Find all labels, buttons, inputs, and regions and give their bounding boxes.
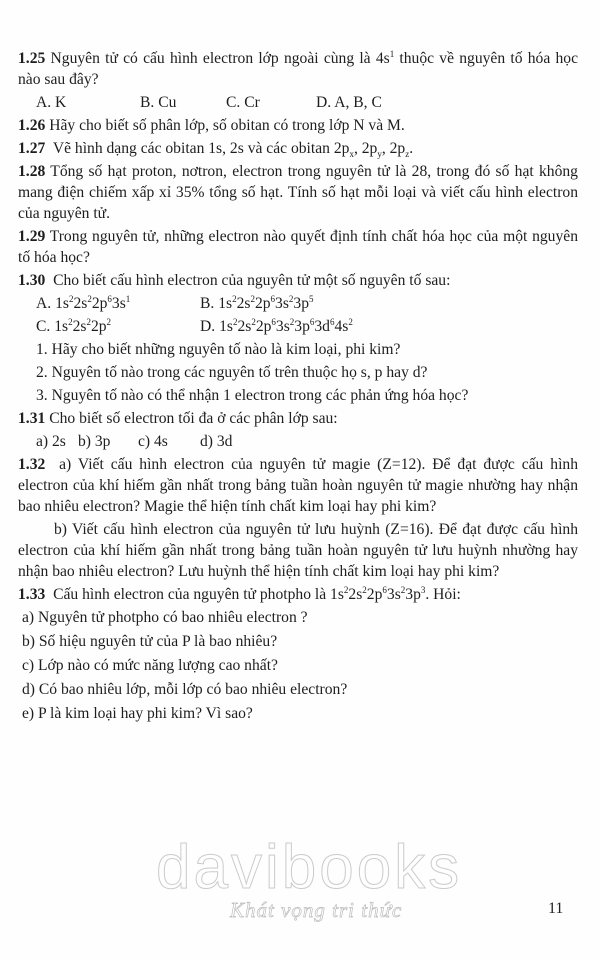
electron-count: 3 (420, 584, 426, 595)
question-1-33 (18, 584, 578, 605)
page-number: 11 (548, 900, 564, 917)
sub-question-1: 1. Hãy cho biết những nguyên tố nào là kim loại, phi kim? (36, 341, 401, 358)
question-1-29 (18, 226, 578, 268)
electron-count: 2 (348, 316, 353, 327)
question-1-31 (18, 408, 578, 429)
electron-count: 2 (87, 293, 92, 304)
question-1-28 (18, 161, 578, 224)
option-a: a) 2s (36, 433, 66, 450)
question-text: Trong nguyên tử, những electron nào quyết định tính chất hóa học của một nguyên tố hóa học? (18, 228, 578, 266)
answer-options (18, 92, 578, 113)
option-d: d) 3d (200, 433, 233, 450)
option-d: D. A, B, C (316, 94, 382, 111)
watermark-tagline: Khát vọng tri thức (230, 898, 403, 922)
question-text: Vẽ hình dạng các obitan 1s, 2s và các obitan 2p (52, 140, 350, 157)
question-text: Cấu hình electron của nguyên tử photpho là (53, 586, 331, 603)
question-1-25 (18, 48, 578, 90)
superscript: 1 (389, 48, 395, 59)
option-b: B. Cu (140, 94, 177, 111)
question-text: Cho biết cấu hình electron của nguyên tử một số nguyên tố sau: (53, 272, 451, 289)
config-options-row-2 (18, 316, 578, 337)
config-options-row-1 (18, 293, 578, 314)
part-a-text: a) Viết cấu hình electron của nguyên tử magie (Z=12). Để đạt được cấu hình electron của khí hiếm gần nhất trong bảng tuần hoàn nguyên tử magie nhường hay nhận bao nhiêu electron? Magie thể hiện tính chất kim loại hay phi kim? (18, 456, 578, 515)
question-text: thuộc về nguyên tố hóa học nào sau đây? (18, 50, 578, 88)
electron-count: 2 (68, 293, 74, 304)
question-text: , 2p (353, 140, 378, 157)
question-text: Cho biết số electron tối đa ở các phân lớp sau: (49, 410, 338, 427)
watermark-logo: davibooks (156, 833, 463, 902)
electron-count: 6 (270, 293, 276, 304)
electron-count: 2 (251, 316, 256, 327)
subscript: x (349, 149, 354, 160)
question-number: 1.29 (18, 228, 46, 245)
subscript: z (405, 149, 410, 160)
sub-question-c: c) Lớp nào có mức năng lượng cao nhất? (22, 657, 278, 674)
question-text: . (409, 140, 414, 157)
option-a-config: A. $1s^22s^22p^63s^1$ (36, 293, 131, 312)
phosphorus-config: $1s^22s^22p^63s^23p^3$ (330, 584, 426, 603)
sub-question-3: 3. Nguyên tố nào có thể nhận 1 electron trong các phản ứng hóa học? (36, 387, 469, 404)
sub-question-a: a) Nguyên tử photpho có bao nhiêu electron ? (22, 609, 308, 626)
sub-question-d: d) Có bao nhiêu lớp, mỗi lớp có bao nhiêu electron? (22, 681, 348, 698)
option-b-config: B. $1s^22s^22p^63s^23p^5$ (200, 293, 314, 312)
question-number: 1.31 (18, 410, 46, 427)
question-number: 1.25 (18, 50, 46, 67)
question-number: 1.32 (18, 456, 46, 473)
question-1-30 (18, 270, 578, 291)
electron-count: 2 (289, 316, 295, 327)
electron-count: 2 (68, 316, 73, 327)
option-c-config: C. $1s^22s^22p^2$ (36, 316, 112, 335)
page-content (18, 48, 578, 727)
question-text: . Hỏi: (425, 586, 461, 603)
question-text: Hãy cho biết số phân lớp, số obitan có trong lớp N và M. (49, 117, 405, 134)
option-c: c) 4s (138, 433, 168, 450)
question-text: , 2p (381, 140, 406, 157)
electron-count: 2 (250, 293, 255, 304)
sub-question-b: b) Số hiệu nguyên tử của P là bao nhiêu? (22, 633, 278, 650)
electron-count: 5 (309, 293, 314, 304)
electron-count: 2 (362, 584, 367, 595)
question-text: Nguyên tử có cấu hình electron lớp ngoài cùng là 4s (50, 50, 390, 67)
option-a: A. K (36, 94, 67, 111)
sublevel-options (18, 431, 578, 452)
question-text: Tổng số hạt proton, nơtron, electron trong nguyên tử là 28, trong đó số hạt không mang điện chiếm xấp xỉ 35% tổng số hạt. Tính số hạt mỗi loại và viết cấu hình electron của nguyên tử. (18, 163, 578, 222)
question-number: 1.26 (18, 117, 46, 134)
question-number: 1.28 (18, 163, 46, 180)
question-number: 1.27 (18, 140, 46, 157)
option-c: C. Cr (226, 94, 260, 111)
electron-count: 1 (125, 293, 131, 304)
electron-count: 6 (309, 316, 315, 327)
question-number: 1.30 (18, 272, 46, 289)
electron-count: 6 (382, 584, 387, 595)
part-b-text: b) Viết cấu hình electron của nguyên tử lưu huỳnh (Z=16). Để đạt được cấu hình electron của khí hiếm gần nhất trong bảng tuần hoàn nguyên tử lưu huỳnh nhường hay nhận bao nhiêu electron? Lưu huỳnh thể hiện tính chất kim loại hay phi kim? (18, 521, 578, 580)
electron-count: 2 (232, 316, 238, 327)
electron-count: 2 (343, 584, 349, 595)
option-d-config: D. $1s^22s^22p^63s^23p^63d^64s^2$ (200, 316, 353, 335)
question-1-27 (18, 138, 578, 159)
sub-question-2: 2. Nguyên tố nào trong các nguyên tố trên thuộc họ s, p hay d? (36, 364, 428, 381)
question-number: 1.33 (18, 586, 46, 603)
electron-count: 2 (400, 584, 406, 595)
electron-count: 2 (86, 316, 91, 327)
electron-count: 2 (232, 293, 237, 304)
electron-count: 2 (106, 316, 112, 327)
electron-count: 6 (271, 316, 276, 327)
question-1-32 (18, 454, 578, 517)
sub-question-e: e) P là kim loại hay phi kim? Vì sao? (22, 705, 253, 722)
electron-count: 6 (107, 293, 112, 304)
option-b: b) 3p (78, 433, 111, 450)
electron-count: 2 (288, 293, 294, 304)
subscript: y (377, 149, 382, 160)
question-1-26 (18, 115, 578, 136)
electron-count: 6 (329, 316, 335, 327)
